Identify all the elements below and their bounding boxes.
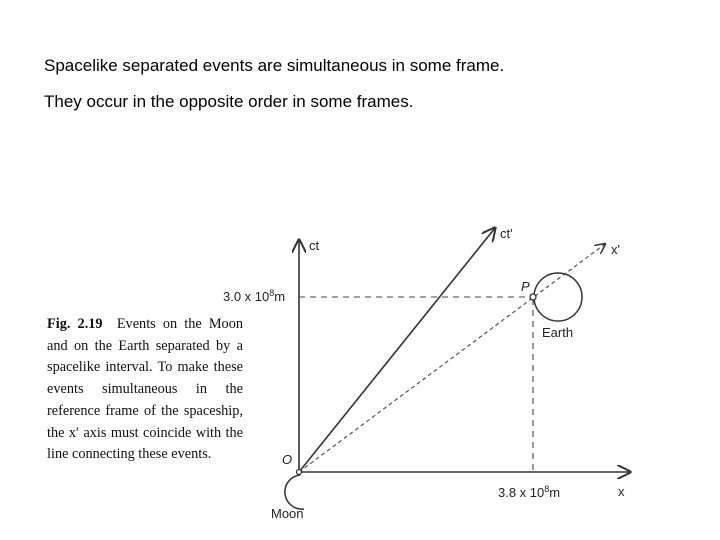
statement-line-2: They occur in the opposite order in some frames. [44, 92, 414, 111]
ct-label: ct [309, 238, 320, 253]
x-value-label: 3.8 x $10^8m$ [498, 484, 561, 500]
event-p-label: P [521, 279, 530, 294]
earth-circle [534, 273, 582, 321]
origin-point [297, 470, 302, 475]
moon-crescent [285, 475, 304, 509]
event-p-point [530, 294, 536, 300]
earth-label: Earth [542, 325, 574, 340]
statement-line-1: Spacelike separated events are simultaneous in some frame. [44, 56, 505, 75]
origin-label: O [282, 452, 293, 467]
figure-caption-text: Events on the Moon and on the Earth separated by a spacelike interval. To make these events simultaneous in the reference frame of the spaceship, the x′ axis must coincide with the line connecting these events. [47, 316, 243, 463]
x-prime-label: x' [611, 242, 620, 257]
figure-number: Fig. 2.19 [47, 316, 103, 332]
x-label: x [618, 484, 625, 499]
ct-value-label: 3.0 x $10^8m$ [223, 288, 286, 304]
x-prime-axis [299, 244, 605, 472]
moon-label: Moon [271, 506, 304, 521]
ct-prime-axis [299, 228, 495, 472]
ct-prime-label: ct' [500, 226, 513, 241]
